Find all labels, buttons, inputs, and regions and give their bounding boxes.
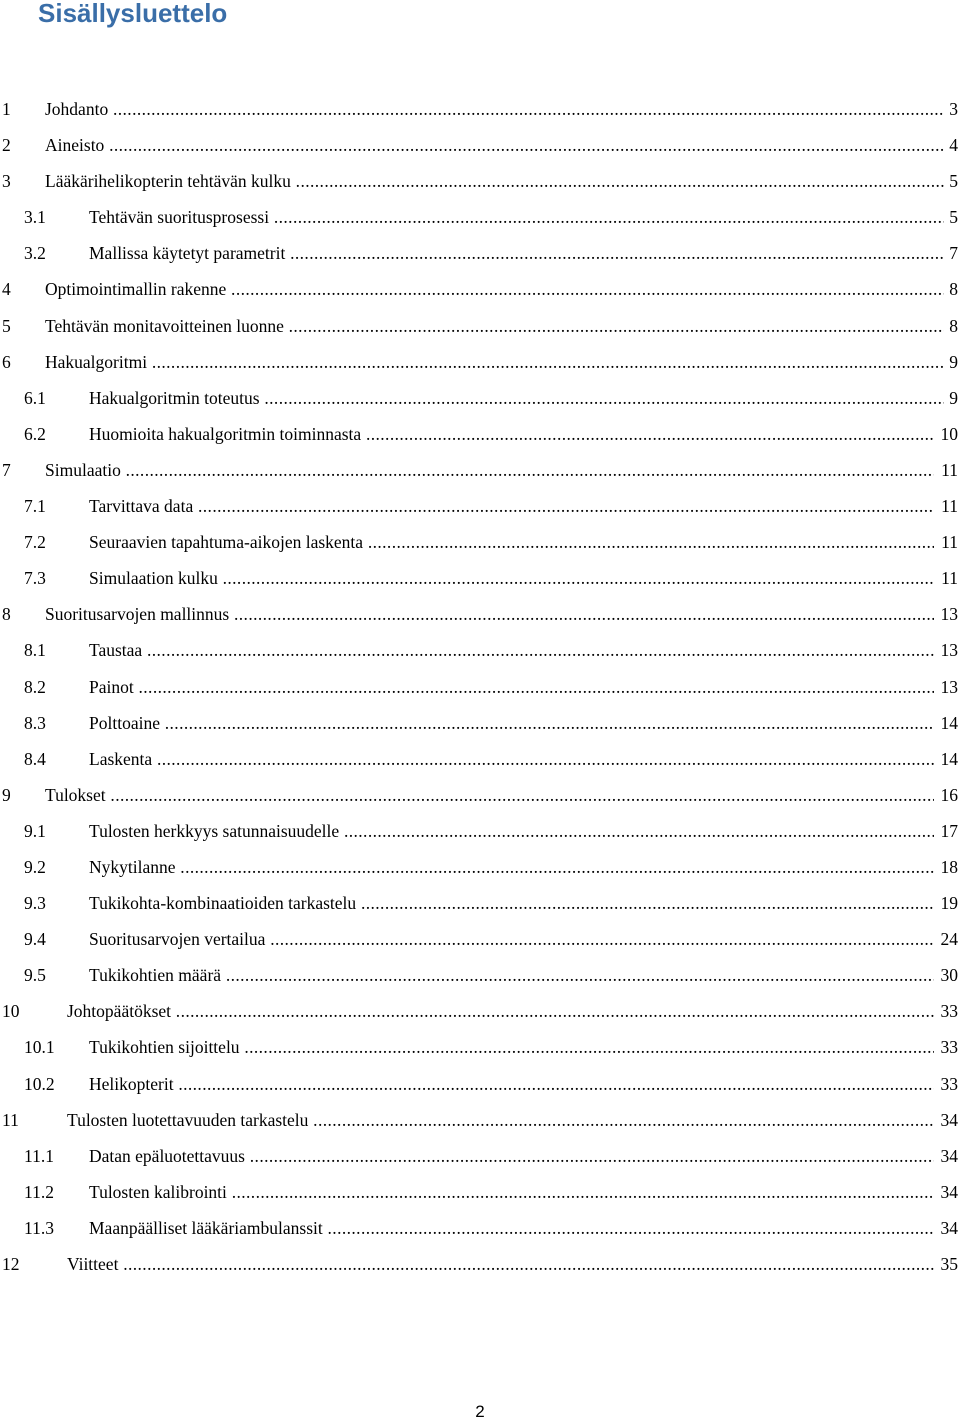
toc-entry-page: 34 — [938, 1210, 959, 1246]
toc-entry-title[interactable]: Datan epäluotettavuus ..... — [89, 1138, 934, 1174]
toc-entry-title[interactable]: Simulaation kulku ..... — [89, 560, 934, 596]
toc-entry-page: 11 — [938, 488, 958, 524]
toc-entry[interactable] — [0, 1066, 958, 1102]
toc-entry-title[interactable]: Lääkärihelikopterin tehtävän kulku ..... — [45, 163, 944, 199]
toc-entry-title[interactable]: Tarvittava data ..... — [89, 488, 934, 524]
toc-entry[interactable] — [0, 885, 958, 921]
toc-entry-title[interactable]: Tulokset ..... — [45, 777, 934, 813]
toc-entry-page: 9 — [946, 344, 958, 380]
toc-entry[interactable] — [0, 993, 958, 1029]
toc-entry-page: 4 — [946, 127, 958, 163]
toc-entry-page: 13 — [938, 632, 959, 668]
toc-entry-title[interactable]: Tukikohtien sijoittelu ..... — [89, 1029, 934, 1065]
toc-entry[interactable] — [0, 669, 958, 705]
toc-entry[interactable] — [0, 488, 958, 524]
toc-entry-title[interactable]: Simulaatio ..... — [45, 452, 934, 488]
toc-entry-page: 9 — [946, 380, 958, 416]
toc-entry-number: 3 — [2, 171, 11, 192]
toc-entry-number: 7.3 — [24, 568, 46, 589]
toc-entry[interactable] — [0, 91, 958, 127]
toc-entry-number: 8 — [2, 604, 11, 625]
toc-entry-page: 8 — [946, 271, 958, 307]
toc-entry[interactable] — [0, 1210, 958, 1246]
toc-entry-page: 3 — [946, 91, 958, 127]
toc-entry-page: 24 — [938, 921, 959, 957]
toc-entry-page: 7 — [946, 235, 958, 271]
toc-entry-page: 33 — [938, 993, 959, 1029]
toc-entry-number: 10.2 — [24, 1073, 55, 1094]
toc-entry-number: 6.1 — [24, 387, 46, 408]
toc-entry[interactable] — [0, 235, 958, 271]
toc-entry-number: 6 — [2, 351, 11, 372]
toc-entry[interactable] — [0, 1138, 958, 1174]
toc-entry-page: 34 — [938, 1174, 959, 1210]
toc-entry[interactable] — [0, 524, 958, 560]
toc-entry-title[interactable]: Huomioita hakualgoritmin toiminnasta ..... — [89, 416, 934, 452]
toc-entry-number: 8.1 — [24, 640, 46, 661]
toc-entry[interactable] — [0, 163, 958, 199]
toc-entry[interactable] — [0, 199, 958, 235]
toc-entry-title[interactable]: Tulosten herkkyys satunnaisuudelle ..... — [89, 813, 934, 849]
toc-entry-number: 1 — [2, 99, 11, 119]
toc-entry-number: 9.5 — [24, 965, 46, 986]
toc-entry[interactable] — [0, 380, 958, 416]
toc-entry-title[interactable]: Seuraavien tapahtuma-aikojen laskenta ..... — [89, 524, 934, 560]
page-number: 2 — [475, 1402, 485, 1421]
toc-entry-page: 30 — [938, 957, 959, 993]
toc-entry-title[interactable]: Maanpäälliset lääkäriambulanssit ..... — [89, 1210, 934, 1246]
toc-entry-title[interactable]: Johtopäätökset ..... — [67, 993, 934, 1029]
toc-entry-title[interactable]: Nykytilanne ..... — [89, 849, 934, 885]
toc-entry-title[interactable]: Tulosten luotettavuuden tarkastelu ..... — [67, 1102, 934, 1138]
toc-entry-number: 9.4 — [24, 929, 46, 950]
toc-entry-page: 10 — [938, 416, 959, 452]
toc-entry-number: 11.2 — [24, 1181, 54, 1202]
toc-entry-title[interactable]: Aineisto ..... — [45, 127, 944, 163]
toc-entry-page: 35 — [938, 1246, 959, 1282]
toc-entry-title[interactable]: Viitteet ..... — [67, 1246, 934, 1282]
toc-entry[interactable] — [0, 1102, 958, 1138]
toc-entry[interactable] — [0, 127, 958, 163]
toc-entry-page: 11 — [938, 560, 958, 596]
toc-entry-title[interactable]: Tulosten kalibrointi ..... — [89, 1174, 934, 1210]
toc-entry-number: 8.3 — [24, 712, 46, 733]
toc-entry[interactable] — [0, 849, 958, 885]
toc-entry-number: 7.1 — [24, 496, 46, 517]
toc-entry-page: 34 — [938, 1102, 959, 1138]
toc-entry-number: 3.2 — [24, 243, 46, 264]
toc-entry-title[interactable]: Tukikohtien määrä ..... — [89, 957, 934, 993]
toc-entry[interactable] — [0, 344, 958, 380]
toc-entry-page: 11 — [938, 452, 958, 488]
toc-entry[interactable] — [0, 560, 958, 596]
toc-entry-number: 10.1 — [24, 1037, 55, 1058]
toc-entry[interactable] — [0, 452, 958, 488]
toc-entry[interactable] — [0, 741, 958, 777]
toc-entry-title[interactable]: Tukikohta-kombinaatioiden tarkastelu ..... — [89, 885, 934, 921]
toc-entry-title[interactable]: Suoritusarvojen mallinnus ..... — [45, 596, 934, 632]
toc-entry-page: 16 — [938, 777, 959, 813]
toc-entry-page: 17 — [938, 813, 959, 849]
toc-entry-number: 12 — [2, 1254, 20, 1274]
toc-entry-number: 9 — [2, 784, 11, 805]
toc-entry-title[interactable]: Tehtävän monitavoitteinen luonne ..... — [45, 308, 944, 344]
toc-entry-page: 33 — [938, 1029, 959, 1065]
toc-entry-number: 9.1 — [24, 820, 46, 841]
toc-entry-title[interactable]: Polttoaine ..... — [89, 705, 934, 741]
toc-entry-page: 13 — [938, 596, 959, 632]
toc-entry[interactable] — [0, 921, 958, 957]
toc-entry-number: 7 — [2, 459, 11, 480]
toc-entry-title[interactable]: Hakualgoritmi ..... — [45, 344, 944, 380]
toc-entry[interactable] — [0, 1174, 958, 1210]
toc-entry-title[interactable]: Johdanto ..... — [45, 91, 944, 127]
table-of-contents — [0, 91, 958, 1282]
page-title: Sisällysluettelo — [38, 0, 228, 28]
toc-entry[interactable] — [0, 1246, 958, 1282]
toc-entry-title[interactable]: Optimointimallin rakenne ..... — [45, 271, 944, 307]
toc-entry-number: 9.2 — [24, 856, 46, 877]
toc-entry[interactable] — [0, 957, 958, 993]
toc-entry[interactable] — [0, 632, 958, 668]
toc-entry-number: 11.1 — [24, 1145, 54, 1166]
toc-entry-number: 7.2 — [24, 532, 46, 553]
toc-entry-title[interactable]: Mallissa käytetyt parametrit ..... — [89, 235, 944, 271]
toc-entry-title[interactable]: Taustaa ..... — [89, 632, 934, 668]
toc-entry-number: 8.4 — [24, 748, 46, 769]
toc-entry-number: 5 — [2, 315, 11, 336]
toc-entry-page: 8 — [946, 308, 958, 344]
toc-entry-title[interactable]: Laskenta ..... — [89, 741, 934, 777]
toc-entry-page: 19 — [938, 885, 959, 921]
toc-entry-number: 2 — [2, 135, 11, 156]
toc-entry-number: 3.1 — [24, 207, 46, 228]
toc-entry-number: 10 — [2, 1001, 20, 1022]
toc-entry-number: 6.2 — [24, 423, 46, 444]
toc-entry-page: 5 — [946, 163, 958, 199]
toc-entry-page: 11 — [938, 524, 958, 560]
toc-entry[interactable] — [0, 308, 958, 344]
toc-entry-title[interactable]: Helikopterit ..... — [89, 1066, 934, 1102]
toc-entry-page: 33 — [938, 1066, 959, 1102]
toc-entry[interactable] — [0, 777, 958, 813]
toc-entry-number: 8.2 — [24, 676, 46, 697]
toc-entry[interactable] — [0, 705, 958, 741]
toc-entry[interactable] — [0, 813, 958, 849]
toc-entry-title[interactable]: Painot ..... — [89, 669, 934, 705]
toc-entry-title[interactable]: Tehtävän suoritusprosessi ..... — [89, 199, 944, 235]
toc-entry-page: 14 — [938, 705, 959, 741]
toc-entry-page: 13 — [938, 669, 959, 705]
toc-entry-number: 11.3 — [24, 1217, 54, 1238]
toc-entry[interactable] — [0, 416, 958, 452]
toc-entry-page: 14 — [938, 741, 959, 777]
toc-entry-number: 11 — [2, 1109, 19, 1130]
toc-entry-title[interactable]: Suoritusarvojen vertailua ..... — [89, 921, 934, 957]
toc-entry[interactable] — [0, 1029, 958, 1065]
toc-entry-number: 9.3 — [24, 893, 46, 914]
toc-entry[interactable] — [0, 271, 958, 307]
toc-entry[interactable] — [0, 596, 958, 632]
toc-entry-title[interactable]: Hakualgoritmin toteutus ..... — [89, 380, 944, 416]
toc-entry-number: 4 — [2, 279, 11, 300]
toc-entry-page: 5 — [946, 199, 958, 235]
toc-entry-page: 18 — [938, 849, 959, 885]
toc-entry-page: 34 — [938, 1138, 959, 1174]
